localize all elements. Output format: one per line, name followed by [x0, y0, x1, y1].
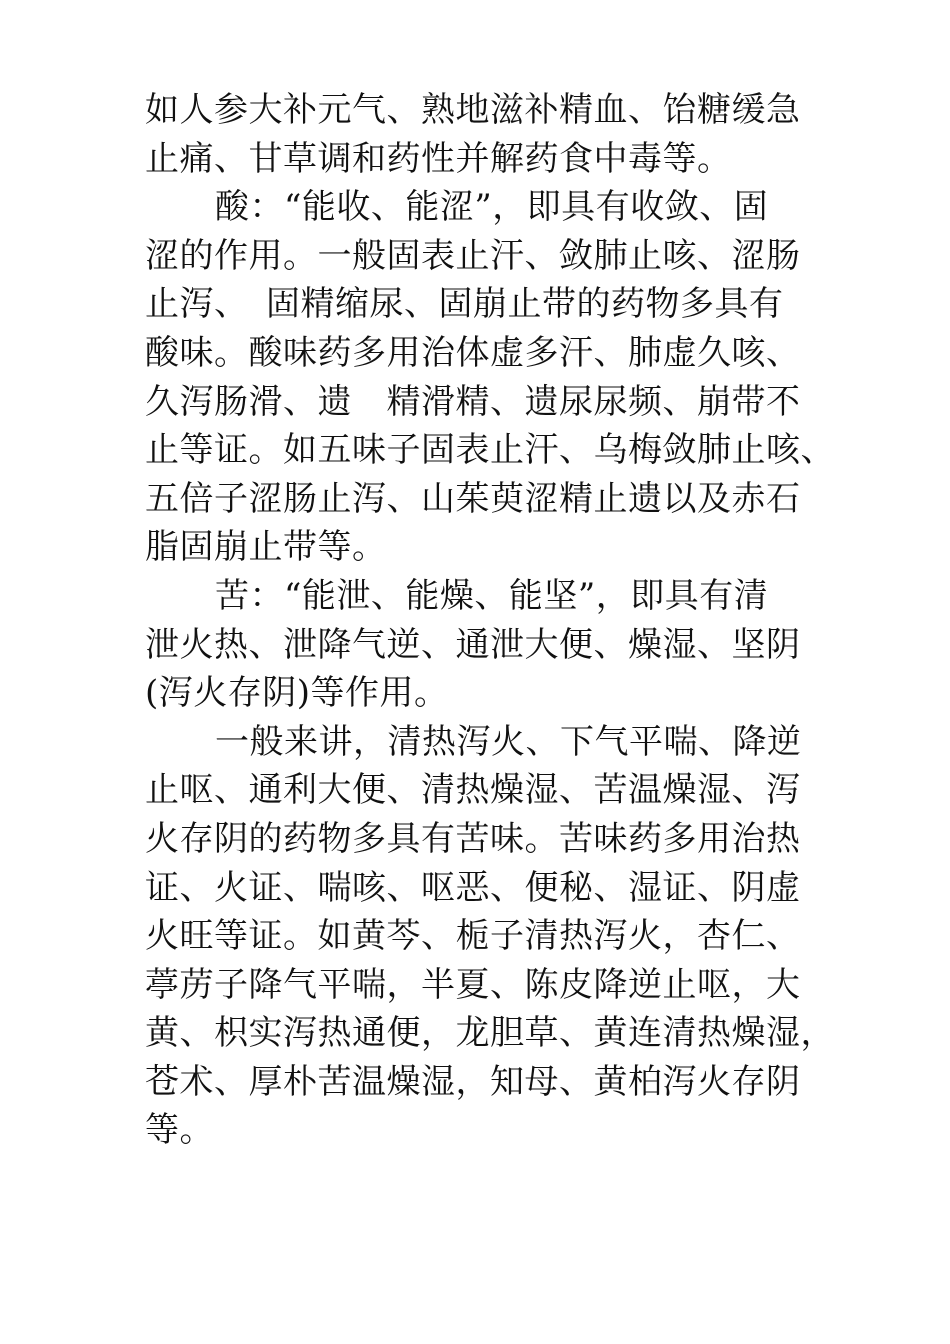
paragraph-start-general: 一般来讲，清热泻火、下气平喘、降逆 — [215, 721, 802, 762]
text-line: 酸味。酸味药多用治体虚多汗、肺虚久咳、 — [145, 332, 801, 373]
text-line: 苍术、厚朴苦温燥湿，知母、黄柏泻火存阴 — [145, 1061, 801, 1102]
body-text — [145, 86, 835, 1155]
text-line: 如人参大补元气、熟地滋补精血、饴糖缓急 — [145, 90, 801, 130]
text-line: 止痛、甘草调和药性并解药食中毒等。 — [145, 138, 732, 179]
text-line: 久泻肠滑、遗 精滑精、遗尿尿频、崩带不 — [145, 381, 801, 422]
text-line: (泻火存阴)等作用。 — [145, 673, 449, 714]
text-line: 五倍子涩肠止泻、山茱萸涩精止遗以及赤石 — [145, 478, 801, 519]
text-line: 火存阴的药物多具有苦味。苦味药多用治热 — [145, 818, 801, 859]
paragraph-start-bitter: 苦：“能泄、能燥、能坚”，即具有清 — [215, 575, 769, 616]
text-line: 火旺等证。如黄芩、栀子清热泻火，杏仁、 — [145, 916, 801, 957]
text-line: 葶苈子降气平喘，半夏、陈皮降逆止呕，大 — [145, 964, 801, 1005]
text-line: 脂固崩止带等。 — [145, 527, 387, 568]
text-line: 证、火证、喘咳、呕恶、便秘、湿证、阴虚 — [145, 867, 801, 908]
text-line: 止等证。如五味子固表止汗、乌梅敛肺止咳、 — [145, 430, 835, 471]
text-line: 止泻、 固精缩尿、固崩止带的药物多具有 — [145, 284, 784, 325]
text-line: 止呕、通利大便、清热燥湿、苦温燥湿、泻 — [145, 770, 801, 811]
text-line: 黄、枳实泻热通便，龙胆草、黄连清热燥湿， — [145, 1013, 835, 1054]
paragraph-start-sour: 酸：“能收、能涩”，即具有收敛、固 — [215, 187, 769, 228]
text-line: 泄火热、泄降气逆、通泄大便、燥湿、坚阴 — [145, 624, 801, 665]
text-line: 等。 — [145, 1110, 214, 1151]
text-line: 涩的作用。一般固表止汗、敛肺止咳、涩肠 — [145, 235, 801, 276]
